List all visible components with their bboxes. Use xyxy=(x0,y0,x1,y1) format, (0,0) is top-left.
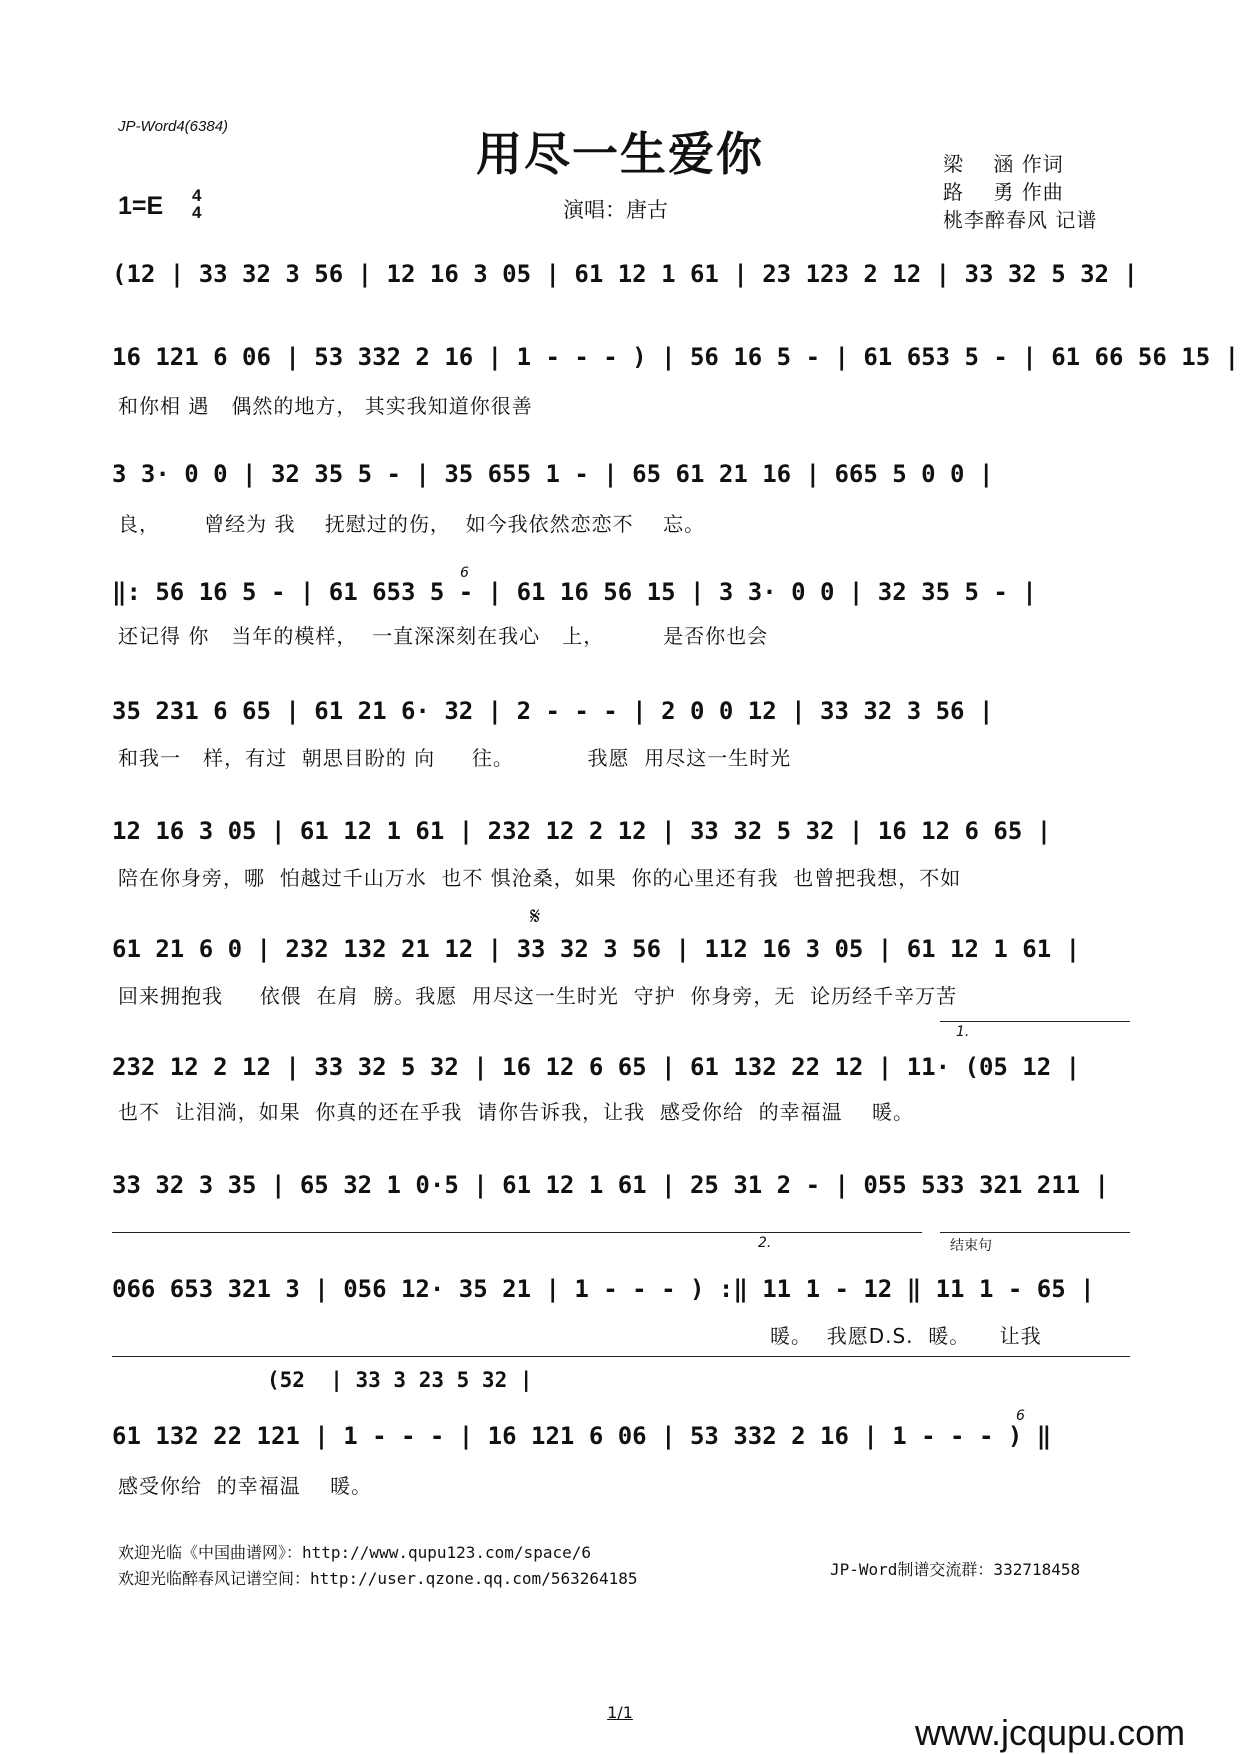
meter-top: 4 xyxy=(192,186,202,205)
site-watermark: www.jcqupu.com xyxy=(915,1712,1186,1753)
repeat-bracket xyxy=(112,1232,744,1251)
footer-link-1[interactable]: 欢迎光临《中国曲谱网》：http://www.qupu123.com/space/6 xyxy=(118,1543,591,1562)
grace-note: 6 xyxy=(460,565,469,581)
upper-voice-line: (52 | 33 3 23 5 32 | xyxy=(267,1368,533,1392)
notation-line-1: (12 | 33 32 3 56 | 12 16 3 05 | 61 12 1 61 | 23 123 2 12 | 33 32 5 32 | xyxy=(112,260,1138,288)
lyric-line-11: 感受你给 的幸福温 暖。 xyxy=(118,1474,373,1498)
lyric-line-8: 也不 让泪淌，如果 你真的还在乎我 请你告诉我，让我 感受你给 的幸福温 暖。 xyxy=(118,1100,915,1124)
lyric-line-4: 还记得 你 当年的模样， 一直深深刻在我心 上， 是否你也会 xyxy=(118,624,769,648)
notation-line-2: 16 121 6 06 | 53 332 2 16 | 1 - - - ) | 56 16 5 - | 61 653 5 - | 61 66 56 15 | xyxy=(112,343,1240,371)
notation-line-3: 3 3· 0 0 | 32 35 5 - | 35 655 1 - | 65 61 21 16 | 665 5 0 0 | xyxy=(112,460,994,488)
singer: 演唱：唐古 xyxy=(563,198,668,222)
song-title: 用尽一生爱你 xyxy=(476,127,764,181)
volta-2-label: 2. xyxy=(758,1235,772,1251)
lyric-line-6: 陪在你身旁，哪 怕越过千山万水 也不 惧沧桑，如果 你的心里还有我 也曾把我想，不如 xyxy=(118,866,962,890)
segno-mark: 𝄋 xyxy=(530,902,541,930)
notation-line-10: 066 653 321 3 | 056 12· 35 21 | 1 - - - ) :‖ 11 1 - 12 ‖ 11 1 - 65 | xyxy=(112,1275,1095,1303)
notation-line-4: ‖: 56 16 5 - | 61 653 5 - | 61 16 56 15 | 3 3· 0 0 | 32 35 5 - | xyxy=(112,578,1037,606)
lyric-line-5: 和我一 样，有过 朝思目盼的 向 往。 我愿 用尽这一生时光 xyxy=(118,746,792,770)
composer-credit: 路 勇 作曲 xyxy=(943,180,1064,204)
page-number: 1/1 xyxy=(607,1703,633,1722)
lyric-line-10: 暖。 我愿D.S. 暖。 让我 xyxy=(770,1324,1042,1348)
notation-line-6: 12 16 3 05 | 61 12 1 61 | 232 12 2 12 | 33 32 5 32 | 16 12 6 65 | xyxy=(112,817,1052,845)
notation-line-5: 35 231 6 65 | 61 21 6· 32 | 2 - - - | 2 0 0 12 | 33 32 3 56 | xyxy=(112,697,994,725)
lyricist-credit: 梁 涵 作词 xyxy=(943,152,1064,176)
volta-1-label: 1. xyxy=(956,1024,970,1040)
grace-note-end: 6 xyxy=(1016,1408,1025,1424)
notation-line-7: 61 21 6 0 | 232 132 21 12 | 33 32 3 56 | 112 16 3 05 | 61 12 1 61 | xyxy=(112,935,1081,963)
meter-bottom: 4 xyxy=(192,203,202,222)
lyric-line-2: 和你相 遇 偶然的地方， 其实我知道你很善 xyxy=(118,394,533,418)
notation-line-11: 61 132 22 121 | 1 - - - | 16 121 6 06 | 53 332 2 16 | 1 - - - ) ‖ xyxy=(112,1422,1052,1450)
notation-line-8: 232 12 2 12 | 33 32 5 32 | 16 12 6 65 | 61 132 22 12 | 11· (05 12 | xyxy=(112,1053,1081,1081)
time-signature xyxy=(192,187,201,221)
group-info: JP-Word制谱交流群：332718458 xyxy=(830,1560,1081,1579)
transcriber-credit: 桃李醉春风 记谱 xyxy=(943,208,1098,232)
ending-label: 结束句 xyxy=(950,1238,992,1254)
software-label: JP-Word4(6384) xyxy=(118,118,229,135)
key-signature: 1=E xyxy=(118,192,164,220)
coda-bracket xyxy=(112,1356,1130,1375)
lyric-line-7: 回来拥抱我 依偎 在肩 膀。我愿 用尽这一生时光 守护 你身旁，无 论历经千辛万苦 xyxy=(118,984,958,1008)
footer-link-2[interactable]: 欢迎光临醉春风记谱空间：http://user.qzone.qq.com/563264185 xyxy=(118,1569,638,1588)
lyric-line-3: 良， 曾经为 我 抚慰过的伤， 如今我依然恋恋不 忘。 xyxy=(118,512,706,536)
notation-line-9: 33 32 3 35 | 65 32 1 0·5 | 61 12 1 61 | 25 31 2 - | 055 533 321 211 | xyxy=(112,1171,1109,1199)
